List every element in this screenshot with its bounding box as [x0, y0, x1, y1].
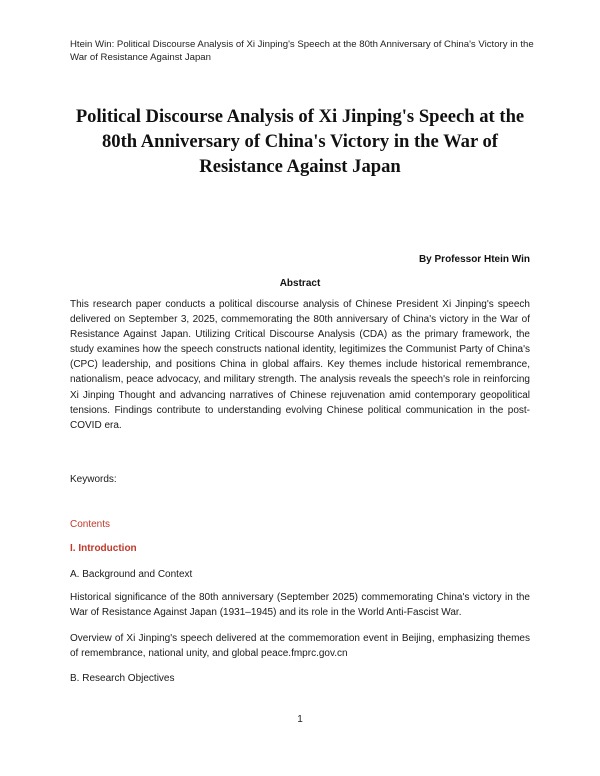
author-byline: By Professor Htein Win [418, 254, 530, 265]
paragraph-speech-overview: Overview of Xi Jinping's speech delivered at the commemoration event in Beijing, emphasizing themes of remembrance, national unity, and global peace.fmprc.gov.cn [70, 633, 530, 660]
abstract-body: This research paper conducts a political discourse analysis of Chinese President Xi Jinping's speech delivered on September 3, 2025, commemorating the 80th anniversary of China's victory in the War of Resistance Against Japan. Utilizing Critical Discourse Analysis (CDA) as the primary framework, the study examines how the speech constructs national identity, legitimizes the Communist Party of China's (CPC) leadership, and positions China in global affairs. Key themes include historical remembrance, nationalism, peace advocacy, and military strength. The analysis reveals the speech's role in reinforcing Xi Jinping Thought and advancing narratives of Chinese rejuvenation amid contemporary geopolitical tensions. Findings contribute to understanding evolving Chinese political communication in the post-COVID era. [70, 299, 530, 431]
paragraph-historical-significance: Historical significance of the 80th anniversary (September 2025) commemorating China's victory in the War of Resistance Against Japan (1931–1945) and its role in the World Anti-Fascist War. [70, 592, 530, 619]
paper-title: Political Discourse Analysis of Xi Jinping's Speech at the 80th Anniversary of China's Victory in the War of Resistance Against Japan [75, 106, 525, 177]
abstract-heading: Abstract [279, 278, 321, 289]
subsection-heading-background: A. Background and Context [70, 569, 193, 580]
keywords-label: Keywords: [70, 474, 117, 485]
contents-heading: Contents [70, 519, 111, 530]
subsection-heading-objectives: B. Research Objectives [70, 673, 175, 684]
page-number: 1 [297, 714, 303, 725]
running-header: Htein Win: Political Discourse Analysis of Xi Jinping's Speech at the 80th Anniversary of China's Victory in the War of Resistance Against Japan [70, 39, 534, 63]
section-heading-introduction: I. Introduction [70, 543, 137, 554]
